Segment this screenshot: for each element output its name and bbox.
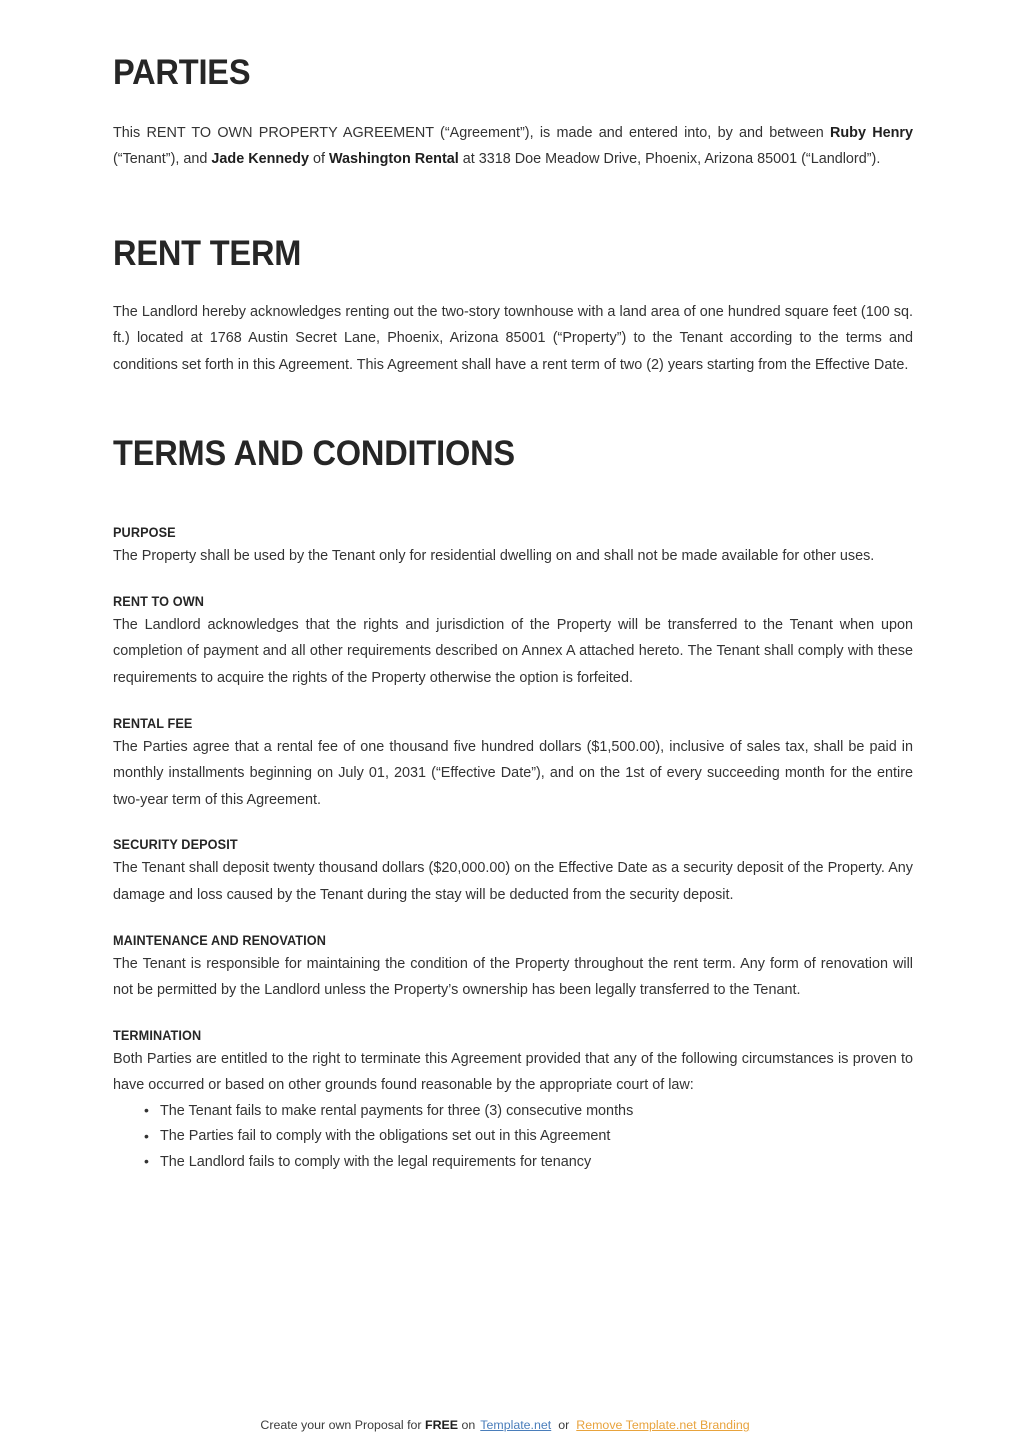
remove-branding-link[interactable]: Remove Template.net Branding [576,1418,750,1432]
subsection-termination [113,1028,913,1176]
footer-prefix-text: Create your own Proposal for [260,1418,425,1432]
subsection-body-rent-to-own: The Landlord acknowledges that the rights and jurisdiction of the Property will be transferred to the Tenant when upon completion of payment and all other requirements described on Annex A attached hereto. The Tenant shall comply with these requirements to acquire the rights of the Property otherwise the option is forfeited. [113,616,913,686]
page-footer [0,1418,1024,1432]
list-item: • The Tenant fails to make rental payments for three (3) consecutive months [144,1099,913,1125]
subsection-heading-purpose: PURPOSE [113,525,176,541]
footer-free-label: FREE [425,1418,459,1432]
section-body-rent-term: The Landlord hereby acknowledges renting out the two-story townhouse with a land area of one hundred square feet (100 sq. ft.) located at 1768 Austin Secret Lane, Phoenix, Arizona 85001 (“Property”) to the Tenant according to the terms and conditions set forth in this Agreement. This Agreement shall have a rent term of two (2) years starting from the Effective Date. [113,303,913,373]
subsection-security-deposit [113,837,913,908]
template-net-link[interactable]: Template.net [480,1418,552,1432]
subsection-heading-rental-fee: RENTAL FEE [113,715,193,731]
termination-bullet-list [113,1099,913,1176]
footer-or-label: or [558,1418,570,1432]
subsection-heading-termination: TERMINATION [113,1027,202,1043]
subsection-body-rental-fee: The Parties agree that a rental fee of one thousand five hundred dollars ($1,500.00), inclusive of sales tax, shall be paid in monthly installments beginning on July 01, 2031 (“Effective Date”), and on the 1st of every succeeding month for the entire two-year term of this Agreement. [113,738,913,808]
subsection-heading-maintenance-and-renovation: MAINTENANCE AND RENOVATION [113,932,327,948]
subsection-body-security-deposit: The Tenant shall deposit twenty thousand dollars ($20,000.00) on the Effective Date as a security deposit of the Property. Any damage and loss caused by the Tenant during the stay will be deducted from the security deposit. [113,860,913,903]
subsection-purpose [113,525,913,570]
footer-inner [260,1418,749,1432]
subsection-body-purpose: The Property shall be used by the Tenant only for residential dwelling on and shall not be made available for other uses. [113,548,875,565]
list-item: • The Parties fail to comply with the obligations set out in this Agreement [144,1124,913,1150]
subsection-heading-rent-to-own: RENT TO OWN [113,593,205,609]
section-heading-rent-term: RENT TERM [113,233,302,273]
subsection-heading-security-deposit: SECURITY DEPOSIT [113,837,238,853]
subsection-body-termination: Both Parties are entitled to the right to terminate this Agreement provided that any of the following circumstances is proven to have occurred or based on other grounds found reasonable by the appropriate court of law: [113,1050,913,1094]
subsection-rent-to-own [113,594,913,692]
footer-on-label: on [458,1418,476,1432]
subsection-rental-fee [113,716,913,814]
subsection-body-maintenance-and-renovation: The Tenant is responsible for maintaining the condition of the Property throughout the rent term. Any form of renovation will not be permitted by the Landlord unless the Property’s ownership has been legally transferred to the Tenant. [113,955,913,999]
subsection-maintenance-and-renovation [113,933,913,1004]
list-item: • The Landlord fails to comply with the legal requirements for tenancy [144,1150,913,1176]
section-heading-terms-and-conditions: TERMS AND CONDITIONS [113,434,515,474]
section-heading-parties: PARTIES [113,53,251,92]
document-content [113,55,913,1175]
section-body-parties: This RENT TO OWN PROPERTY AGREEMENT (“Agreement”), is made and entered into, by and between Ruby Henry (“Tenant”), and Jade Kennedy of Washington Rental at 3318 Doe Meadow Drive, Phoenix, Arizona 85001 (“Landlord”). [113,124,913,168]
